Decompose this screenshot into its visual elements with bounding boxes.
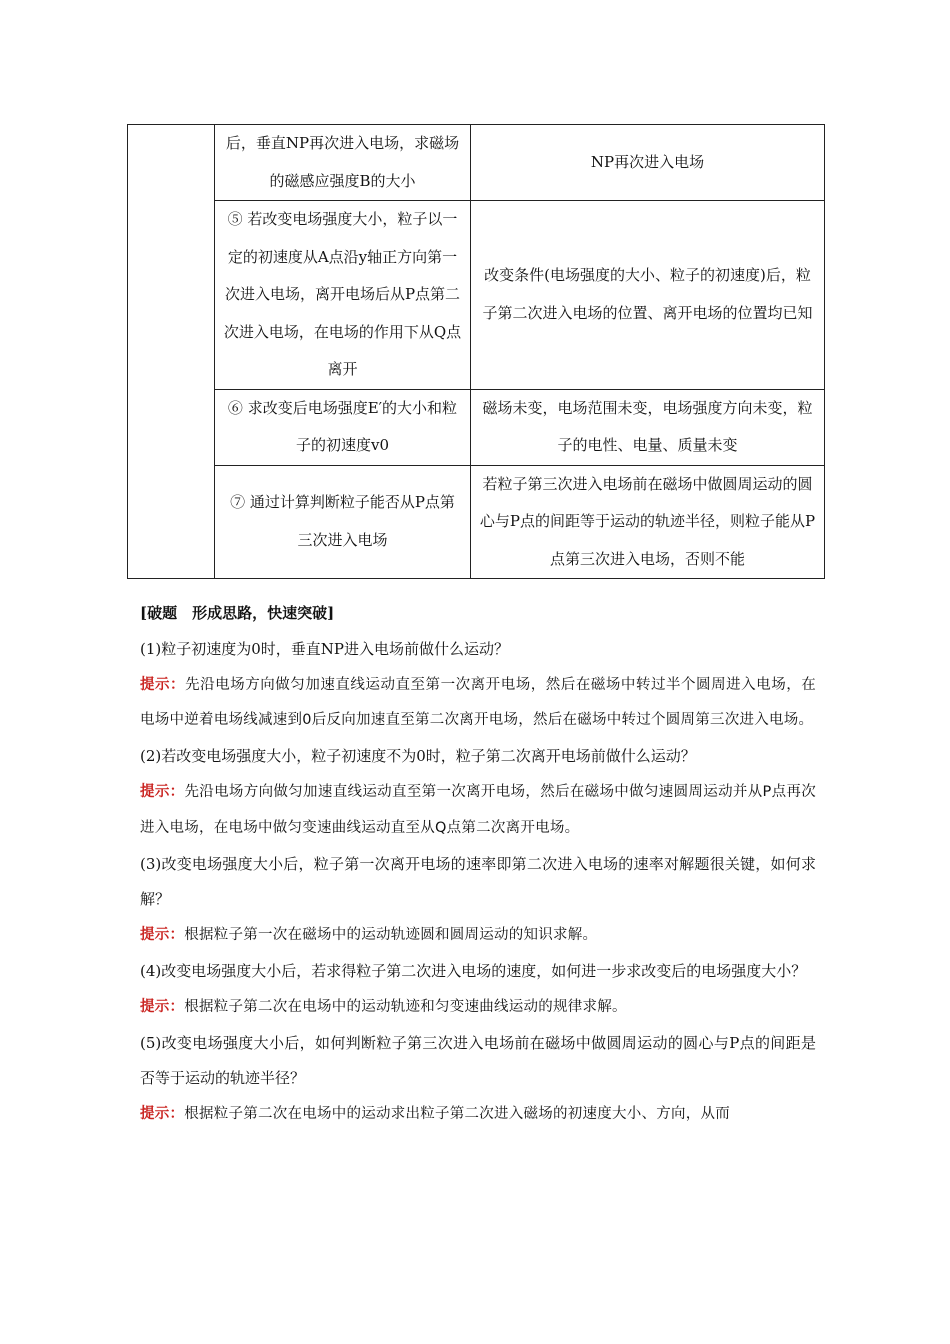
hint-label: 提示： [140, 783, 185, 800]
hint-text: 根据粒子第二次在电场中的运动求出粒子第二次进入磁场的初速度大小、方向，从而 [184, 1106, 730, 1123]
question-cell: ⑥ 求改变后电场强度E′的大小和粒子的初速度v0 [215, 389, 471, 465]
solution-section [140, 596, 816, 1133]
analysis-cell: 若粒子第三次进入电场前在磁场中做圆周运动的圆心与P点的间距等于运动的轨迹半径，则粒子能从P点第三次进入电场，否则不能 [471, 465, 825, 579]
question-2: (2)若改变电场强度大小，粒子初速度不为0时，粒子第二次离开电场前做什么运动？ [140, 747, 696, 766]
analysis-cell: 改变条件(电场强度的大小、粒子的初速度)后，粒子第二次进入电场的位置、离开电场的位置均已知 [471, 201, 825, 390]
hint-label: 提示： [140, 927, 185, 944]
hint-2 [140, 775, 816, 847]
table-row [128, 465, 825, 579]
table-row [128, 201, 825, 390]
section-heading: [破题 形成思路，快速突破] [140, 604, 335, 622]
hint-5 [140, 1097, 816, 1133]
table-row [128, 125, 825, 201]
hint-label: 提示： [140, 998, 185, 1015]
blank-column-cell [128, 125, 215, 579]
analysis-cell: 磁场未变，电场范围未变，电场强度方向未变，粒子的电性、电量、质量未变 [471, 389, 825, 465]
question-5: (5)改变电场强度大小后，如何判断粒子第三次进入电场前在磁场中做圆周运动的圆心与P点的间距是否等于运动的轨迹半径？ [140, 1033, 816, 1088]
table-row [128, 389, 825, 465]
question-cell: ⑦ 通过计算判断粒子能否从P点第三次进入电场 [215, 465, 471, 579]
question-3: (3)改变电场强度大小后，粒子第一次离开电场的速率即第二次进入电场的速率对解题很关键，如何求解？ [140, 854, 816, 909]
hint-text: 根据粒子第一次在磁场中的运动轨迹圆和圆周运动的知识求解。 [184, 927, 598, 944]
hint-text: 先沿电场方向做匀加速直线运动直至第一次离开电场，然后在磁场中转过半个圆周进入电场，在电场中逆着电场线减速到0后反向加速直至第二次离开电场，然后在磁场中转过个圆周第三次进入电场。 [140, 676, 817, 729]
hint-4 [140, 990, 816, 1026]
question-cell: ⑤ 若改变电场强度大小，粒子以一定的初速度从A点沿y轴正方向第一次进入电场，离开电场后从P点第二次进入电场，在电场的作用下从Q点离开 [215, 201, 471, 390]
hint-1 [140, 668, 816, 740]
hint-text: 先沿电场方向做匀加速直线运动直至第一次离开电场，然后在磁场中做匀速圆周运动并从P点再次进入电场，在电场中做匀变速曲线运动直至从Q点第二次离开电场。 [140, 783, 816, 836]
hint-3 [140, 918, 816, 954]
analysis-table [127, 124, 825, 579]
question-1: (1)粒子初速度为0时，垂直NP进入电场前做什么运动？ [140, 639, 510, 658]
hint-label: 提示： [140, 1106, 185, 1123]
question-cell: 后，垂直NP再次进入电场，求磁场的磁感应强度B的大小 [215, 125, 471, 201]
analysis-cell: NP再次进入电场 [471, 125, 825, 201]
hint-text: 根据粒子第二次在电场中的运动轨迹和匀变速曲线运动的规律求解。 [184, 998, 627, 1015]
question-4: (4)改变电场强度大小后，若求得粒子第二次进入电场的速度，如何进一步求改变后的电场强度大小？ [140, 961, 807, 980]
hint-label: 提示： [140, 676, 186, 693]
